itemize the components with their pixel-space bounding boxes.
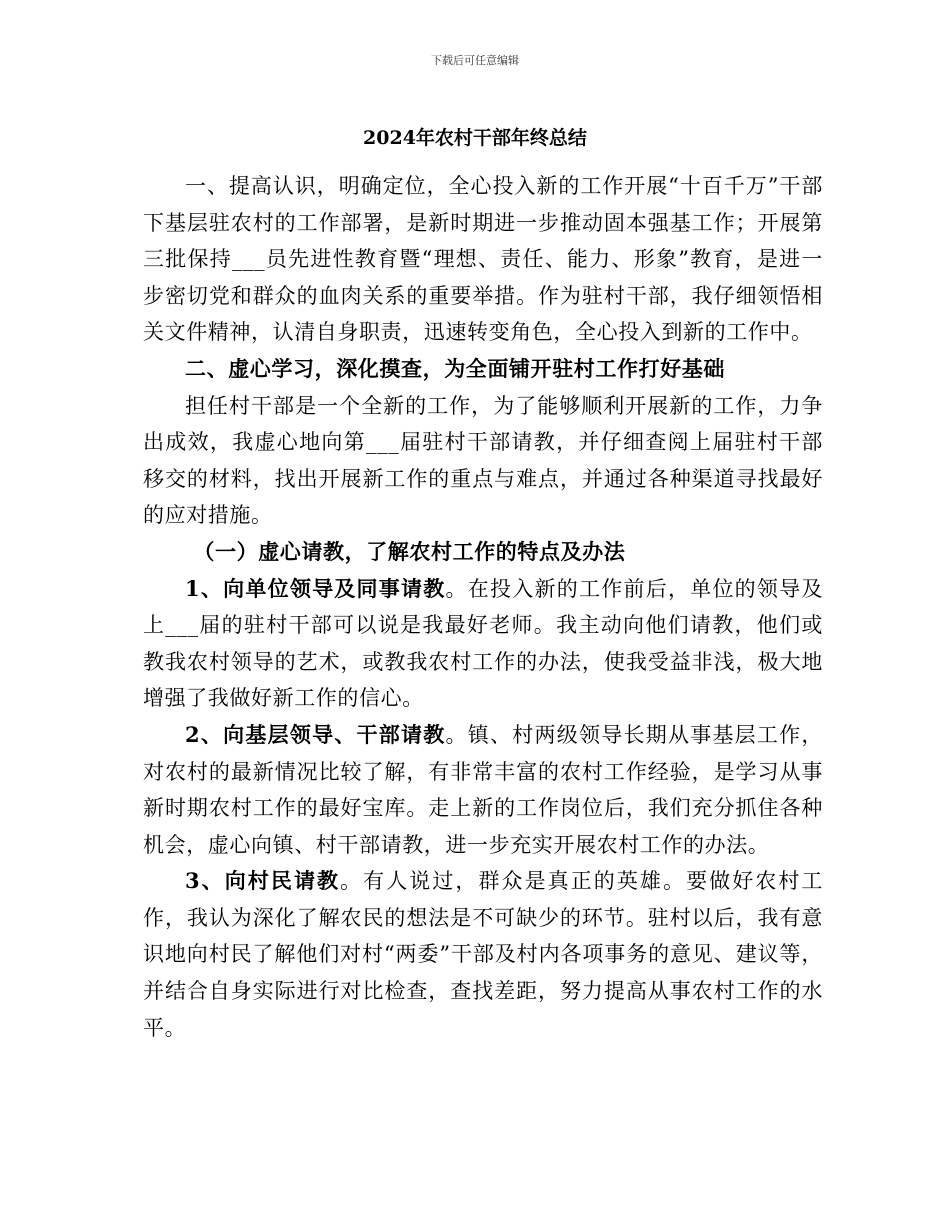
section-2-paragraph: 担任村干部是一个全新的工作，为了能够顺利开展新的工作，力争出成效，我虚心地向第___届驻村干部请教，并仔细查阅上届驻村干部移交的材料，找出开展新工作的重点与难点，并通过各种渠道寻找最好的应对措施。 (143, 393, 823, 528)
item-3-paragraph (143, 863, 823, 1046)
intro-paragraph: 一、提高认识，明确定位，全心投入新的工作开展“十百千万”干部下基层驻农村的工作部署，是新时期进一步推动固本强基工作；开展第三批保持___员先进性教育暨“理想、责任、能力、形象”教育，是进一步密切党和群众的血肉关系的重要举措。作为驻村干部，我仔细领悟相关文件精神，认清自身职责，迅速转变角色，全心投入到新的工作中。 (143, 174, 823, 345)
item-2-paragraph (143, 717, 823, 863)
item-1-paragraph (143, 571, 823, 717)
document-body (143, 168, 823, 1046)
item-3-text: 。有人说过，群众是真正的英雄。要做好农村工作，我认为深化了解农民的想法是不可缺少的环节。驻村以后，我有意识地向村民了解他们对村“两委”干部及村内各项事务的意见、建议等，并结合自身实际进行对比检查，查找差距，努力提高从事农村工作的水平。 (143, 869, 823, 1040)
item-1-lead: 1、向单位领导及同事请教 (185, 575, 446, 601)
item-2-text: 。镇、村两级领导长期从事基层工作，对农村的最新情况比较了解，有非常丰富的农村工作经验，是学习从事新时期农村工作的最好宝库。走上新的工作岗位后，我们充分抓住各种机会，虚心向镇、村干部请教，进一步充实开展农村工作的办法。 (143, 722, 824, 857)
item-1-text: 。在投入新的工作前后，单位的领导及上___届的驻村干部可以说是我最好老师。我主动向他们请教，他们或教我农村领导的艺术，或教我农村工作的办法，使我受益非浅，极大地增强了我做好新工作的信心。 (143, 576, 824, 711)
section-heading-2: 二、虚心学习，深化摸查，为全面铺开驻村工作打好基础 (185, 355, 725, 381)
item-2-lead: 2、向基层领导、干部请教 (185, 721, 446, 747)
subsection-heading-1: （一）虚心请教，了解农村工作的特点及办法 (193, 538, 626, 564)
item-3-lead: 3、向村民请教 (185, 868, 341, 894)
page-header-note: 下载后可任意编辑 (431, 54, 519, 67)
document-title: 2024年农村干部年终总结 (363, 127, 587, 149)
